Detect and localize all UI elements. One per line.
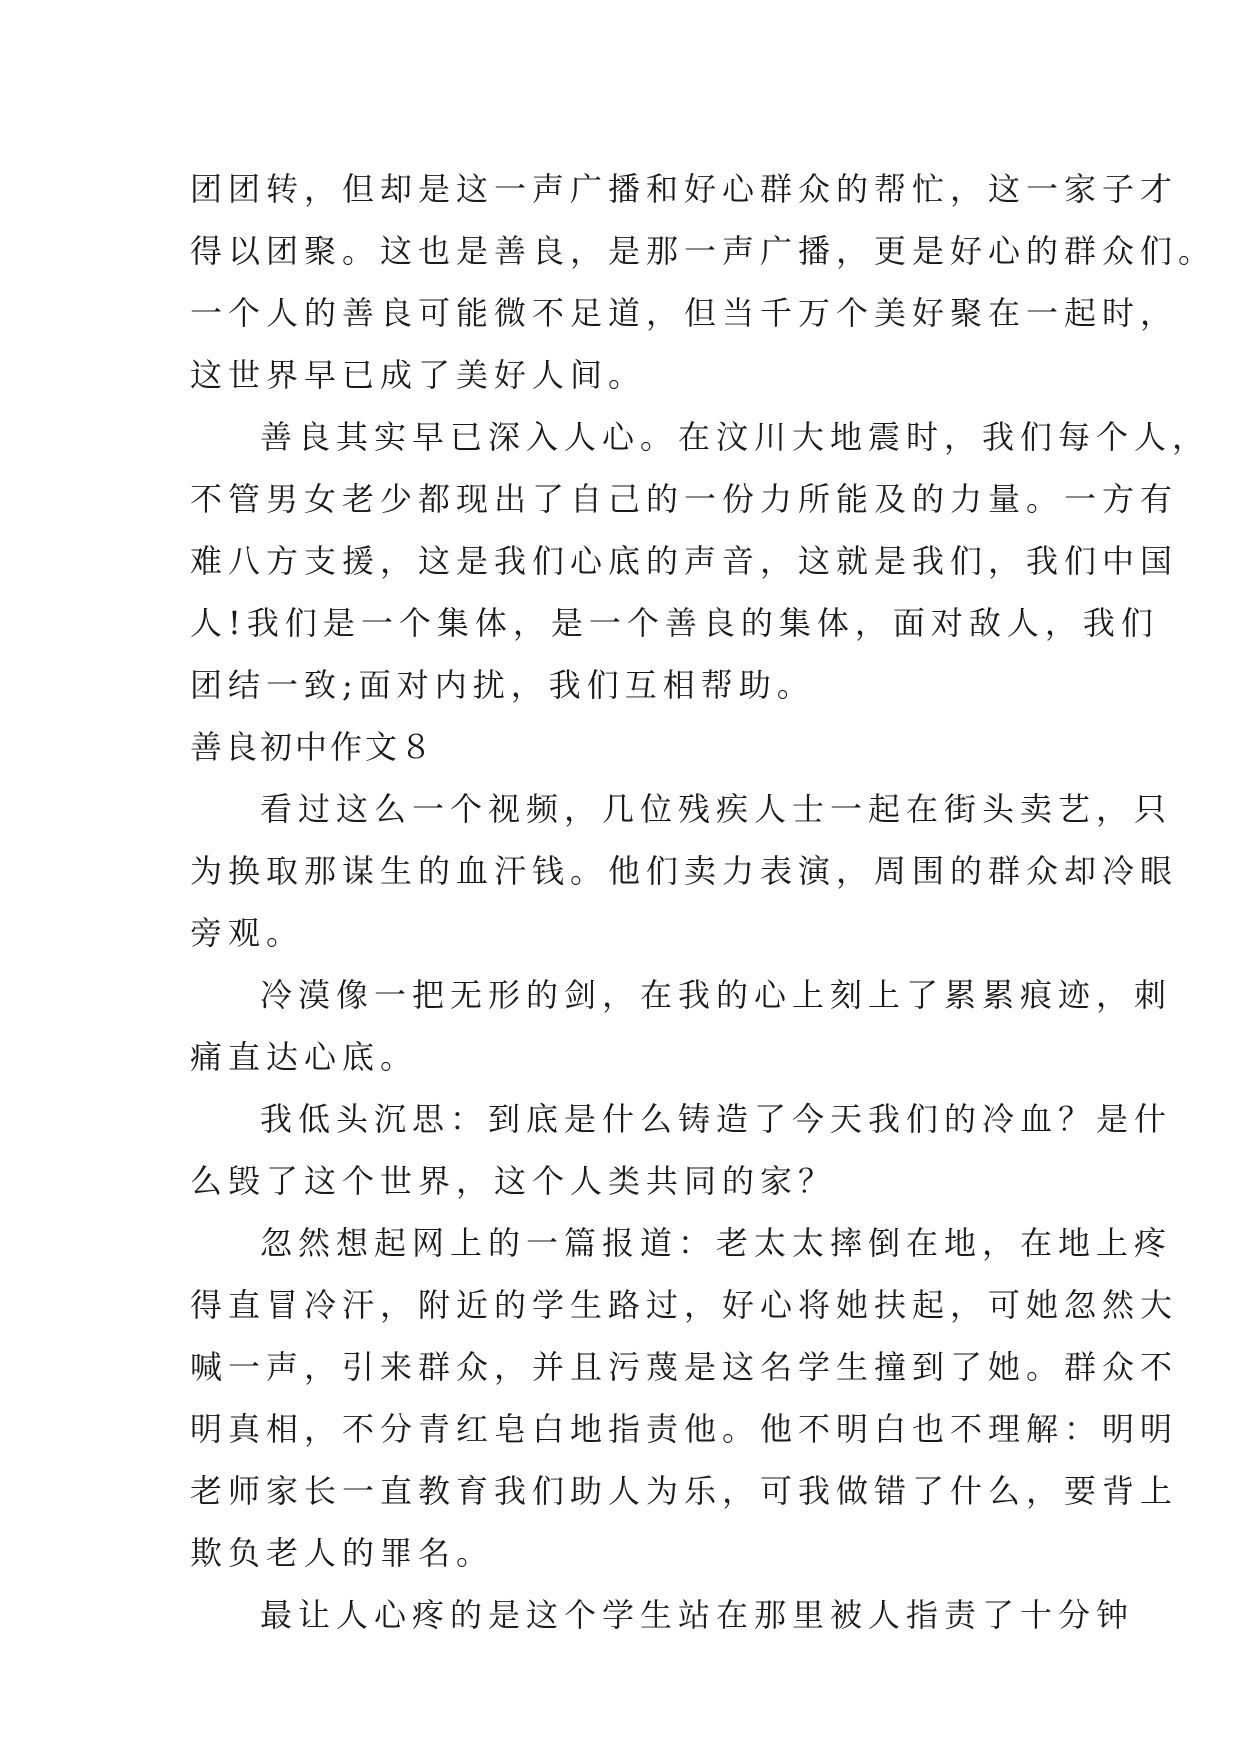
text-line: 一个人的善良可能微不足道，但当千万个美好聚在一起时， xyxy=(190,294,1179,332)
text-line: 团团转，但却是这一声广播和好心群众的帮忙，这一家子才 xyxy=(190,170,1179,208)
paragraph xyxy=(190,406,1211,716)
document-body xyxy=(190,158,1217,1646)
section-heading: 善良初中作文８ xyxy=(190,728,436,766)
text-line: 人!我们是一个集体，是一个善良的集体，面对敌人，我们 xyxy=(190,604,1159,642)
paragraph xyxy=(190,964,1173,1088)
text-line: 团结一致;面对内扰，我们互相帮助。 xyxy=(190,666,815,704)
text-line: 旁观。 xyxy=(190,914,305,952)
text-line: 最让人心疼的是这个学生站在那里被人指责了十分钟 xyxy=(260,1596,1135,1634)
text-line: 善良其实早已深入人心。在汶川大地震时，我们每个人， xyxy=(260,418,1211,456)
text-line: 痛直达心底。 xyxy=(190,1038,419,1076)
text-line: 得直冒冷汗，附近的学生路过，好心将她扶起，可她忽然大 xyxy=(190,1286,1179,1324)
paragraph xyxy=(190,1088,1173,1212)
text-line: 不管男女老少都现出了自己的一份力所能及的力量。一方有 xyxy=(190,480,1179,518)
text-line: 忽然想起网上的一篇报道：老太太摔倒在地，在地上疼 xyxy=(260,1224,1173,1262)
text-line: 得以团聚。这也是善良，是那一声广播，更是好心的群众们。 xyxy=(190,232,1217,270)
text-line: 冷漠像一把无形的剑，在我的心上刻上了累累痕迹，刺 xyxy=(260,976,1173,1014)
text-line: 老师家长一直教育我们助人为乐，可我做错了什么，要背上 xyxy=(190,1472,1179,1510)
paragraph xyxy=(190,1212,1179,1584)
text-line: 明真相，不分青红皂白地指责他。他不明白也不理解：明明 xyxy=(190,1410,1179,1448)
text-line: 喊一声，引来群众，并且污蔑是这名学生撞到了她。群众不 xyxy=(190,1348,1179,1386)
text-line: 为换取那谋生的血汗钱。他们卖力表演，周围的群众却冷眼 xyxy=(190,852,1179,890)
text-line: 我低头沉思：到底是什么铸造了今天我们的冷血？是什 xyxy=(260,1100,1173,1138)
text-line: 欺负老人的罪名。 xyxy=(190,1534,495,1572)
paragraph xyxy=(190,778,1179,964)
text-line: 么毁了这个世界，这个人类共同的家？ xyxy=(190,1162,837,1200)
text-line: 看过这么一个视频，几位残疾人士一起在街头卖艺，只 xyxy=(260,790,1173,828)
text-line: 这世界早已成了美好人间。 xyxy=(190,356,647,394)
paragraph xyxy=(190,158,1217,406)
paragraph xyxy=(190,1584,1135,1646)
text-line: 难八方支援，这是我们心底的声音，这就是我们，我们中国 xyxy=(190,542,1179,580)
